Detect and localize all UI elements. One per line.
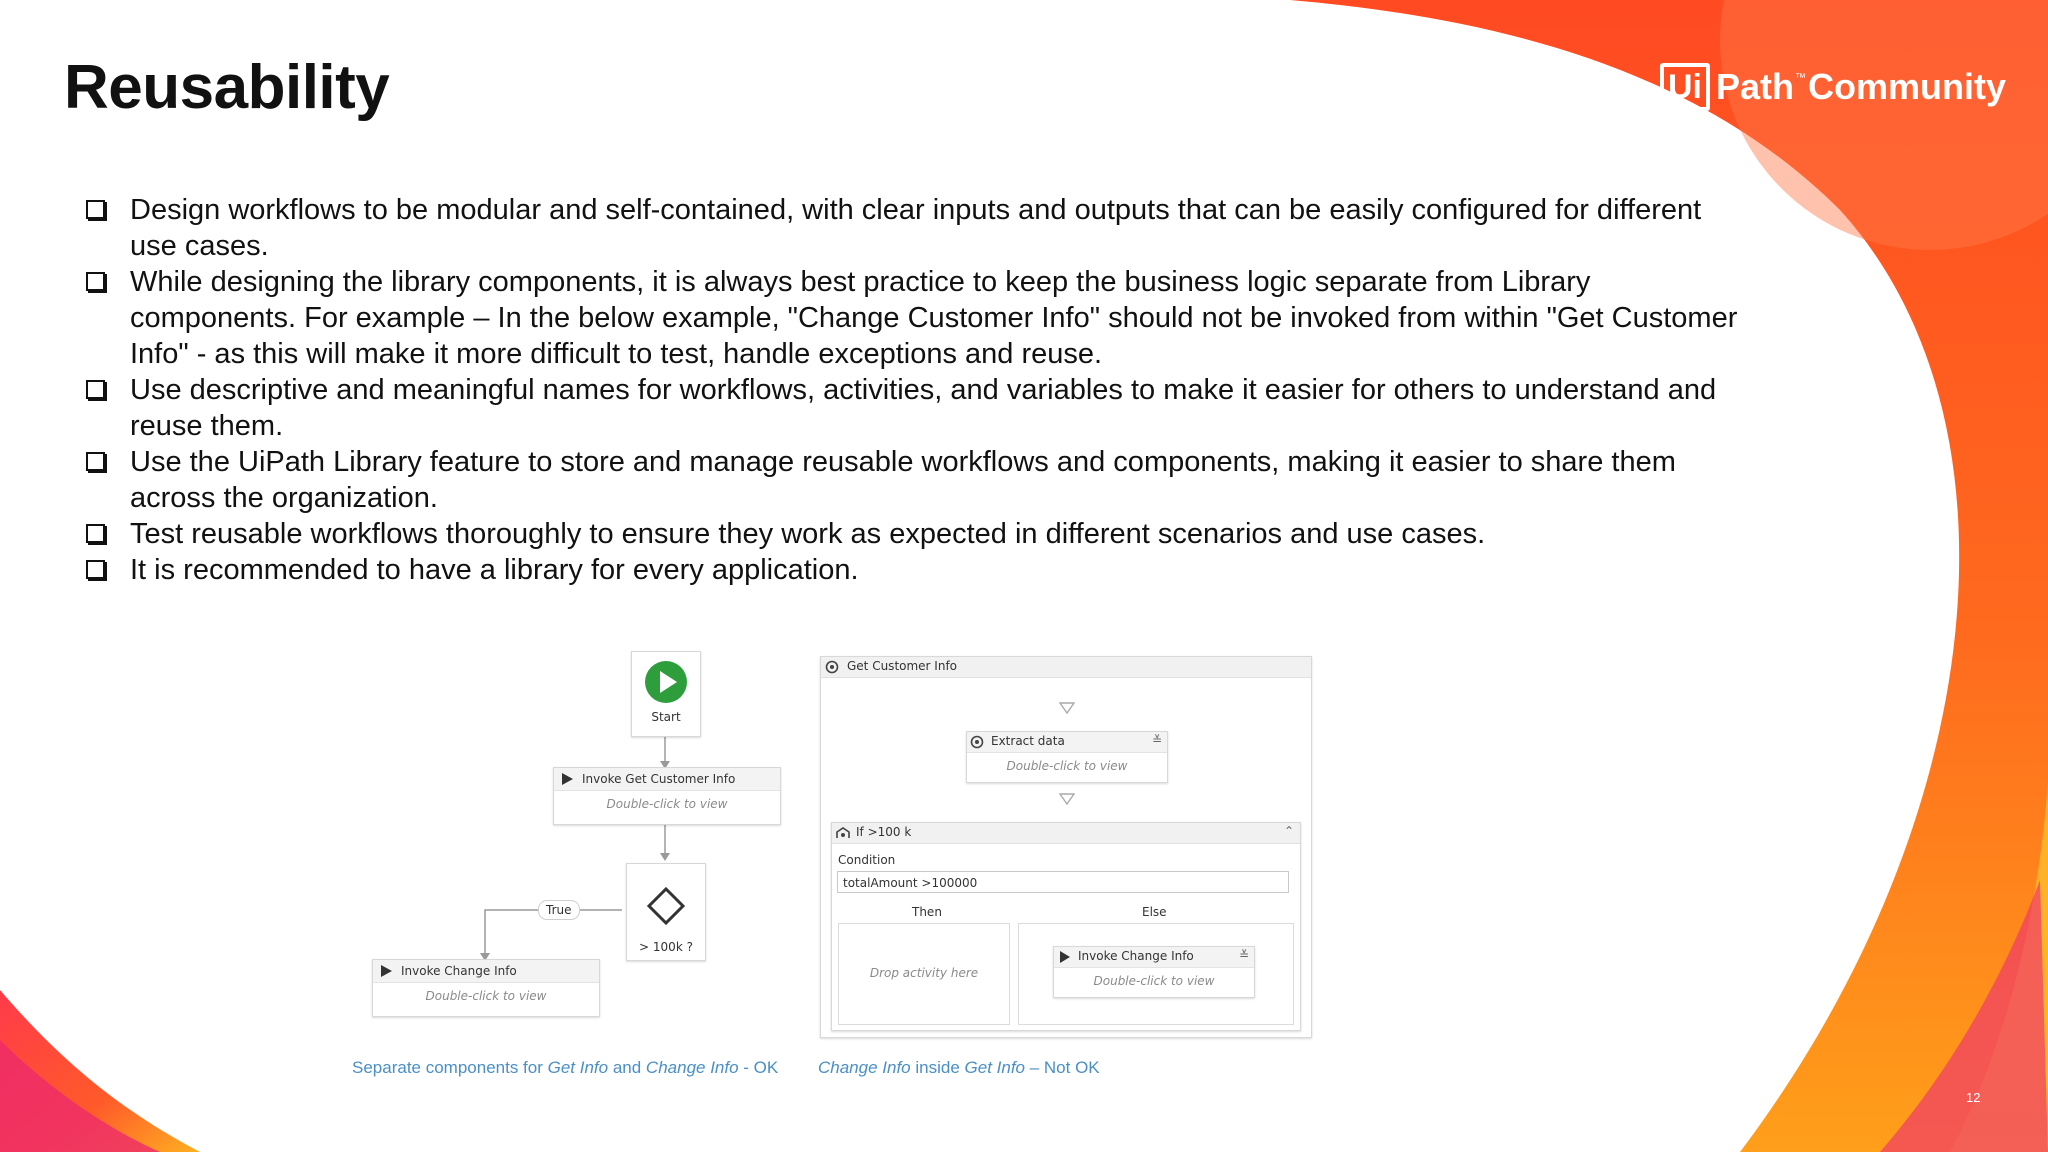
if-icon <box>835 826 851 840</box>
decision-node[interactable] <box>626 863 706 961</box>
checkbox-bullet-icon <box>86 452 105 471</box>
bullet-item: While designing the library components, it is always best practice to keep the business logic separate from Library components. For example – In the below example, "Change Customer Info" should not be invoked from within "Get Customer Info" - as this will make it more difficult to test, handle exceptions and reuse. <box>82 264 1742 372</box>
activity-hint: Double-click to view <box>1006 759 1128 773</box>
true-branch-label: True <box>538 900 580 920</box>
then-label: Then <box>912 905 942 919</box>
if-title: If >100 k <box>856 825 912 839</box>
checkbox-bullet-icon <box>86 560 105 579</box>
invoke-workflow-icon <box>381 965 392 977</box>
bullet-item: Design workflows to be modular and self-contained, with clear inputs and outputs that can be easily configured for different use cases. <box>82 192 1742 264</box>
sequence-icon <box>970 735 984 749</box>
activity-title: Invoke Get Customer Info <box>582 772 736 786</box>
bullet-item: Test reusable workflows thoroughly to ensure they work as expected in different scenarios and use cases. <box>82 516 1742 552</box>
bullet-list <box>82 192 1742 588</box>
invoke-get-customer-info-activity[interactable] <box>553 767 781 825</box>
start-label: Start <box>651 710 681 724</box>
sequence-title: Get Customer Info <box>847 659 958 673</box>
activity-hint: Double-click to view <box>606 797 728 811</box>
drop-hint: Drop activity here <box>869 966 979 980</box>
invoke-change-info-activity[interactable] <box>372 959 600 1017</box>
logo-community: Community <box>1808 66 2007 107</box>
left-caption: Separate components for Get Info and Change Info - OK <box>352 1058 779 1077</box>
invoke-workflow-icon <box>562 773 573 785</box>
extract-data-activity[interactable] <box>966 731 1168 783</box>
invoke-change-info-activity[interactable] <box>1053 946 1255 998</box>
checkbox-bullet-icon <box>86 380 105 399</box>
right-caption: Change Info inside Get Info – Not OK <box>818 1058 1100 1077</box>
start-node[interactable] <box>631 651 701 737</box>
checkbox-bullet-icon <box>86 272 105 291</box>
invoke-workflow-icon <box>1060 951 1070 963</box>
bullet-item: Use descriptive and meaningful names for workflows, activities, and variables to make it easier for others to understand and reuse them. <box>82 372 1742 444</box>
diamond-icon <box>646 886 686 926</box>
flowchart-diagram <box>360 645 790 1025</box>
sequence-icon <box>825 660 839 674</box>
activity-title: Invoke Change Info <box>1078 949 1194 963</box>
else-label: Else <box>1142 905 1167 919</box>
decision-label: > 100k ? <box>639 940 693 954</box>
logo-trademark: ™ <box>1795 72 1807 84</box>
page-number: 12 <box>1966 1090 1981 1105</box>
uipath-community-logo <box>1660 62 2006 112</box>
logo-path: Path <box>1716 66 1795 107</box>
collapse-chevron-icon[interactable]: ≚ <box>1151 733 1162 747</box>
top-right-circle <box>1720 0 2048 250</box>
drop-arrow-icon <box>1059 793 1075 805</box>
bullet-item: It is recommended to have a library for every application. <box>82 552 1742 588</box>
activity-title: Extract data <box>991 734 1065 748</box>
checkbox-bullet-icon <box>86 524 105 543</box>
drop-arrow-icon <box>1059 702 1075 714</box>
activity-hint: Double-click to view <box>425 989 547 1003</box>
checkbox-bullet-icon <box>86 200 105 219</box>
bullet-item: Use the UiPath Library feature to store and manage reusable workflows and components, making it easier to share them across the organization. <box>82 444 1742 516</box>
activity-title: Invoke Change Info <box>401 964 517 978</box>
collapse-chevron-icon[interactable]: ≚ <box>1238 948 1249 962</box>
logo-ui-box: Ui <box>1660 63 1710 111</box>
slide-title: Reusability <box>64 53 390 122</box>
get-customer-info-sequence[interactable] <box>820 656 1312 1038</box>
activity-hint: Double-click to view <box>1093 974 1215 988</box>
condition-label: Condition <box>838 853 896 867</box>
play-icon <box>644 660 688 704</box>
if-activity[interactable] <box>831 822 1301 1031</box>
then-drop-zone[interactable] <box>838 923 1010 1025</box>
collapse-chevron-icon[interactable]: ⌃ <box>1283 824 1294 838</box>
else-drop-zone[interactable] <box>1018 923 1294 1025</box>
condition-input[interactable]: totalAmount >100000 <box>837 871 1289 893</box>
